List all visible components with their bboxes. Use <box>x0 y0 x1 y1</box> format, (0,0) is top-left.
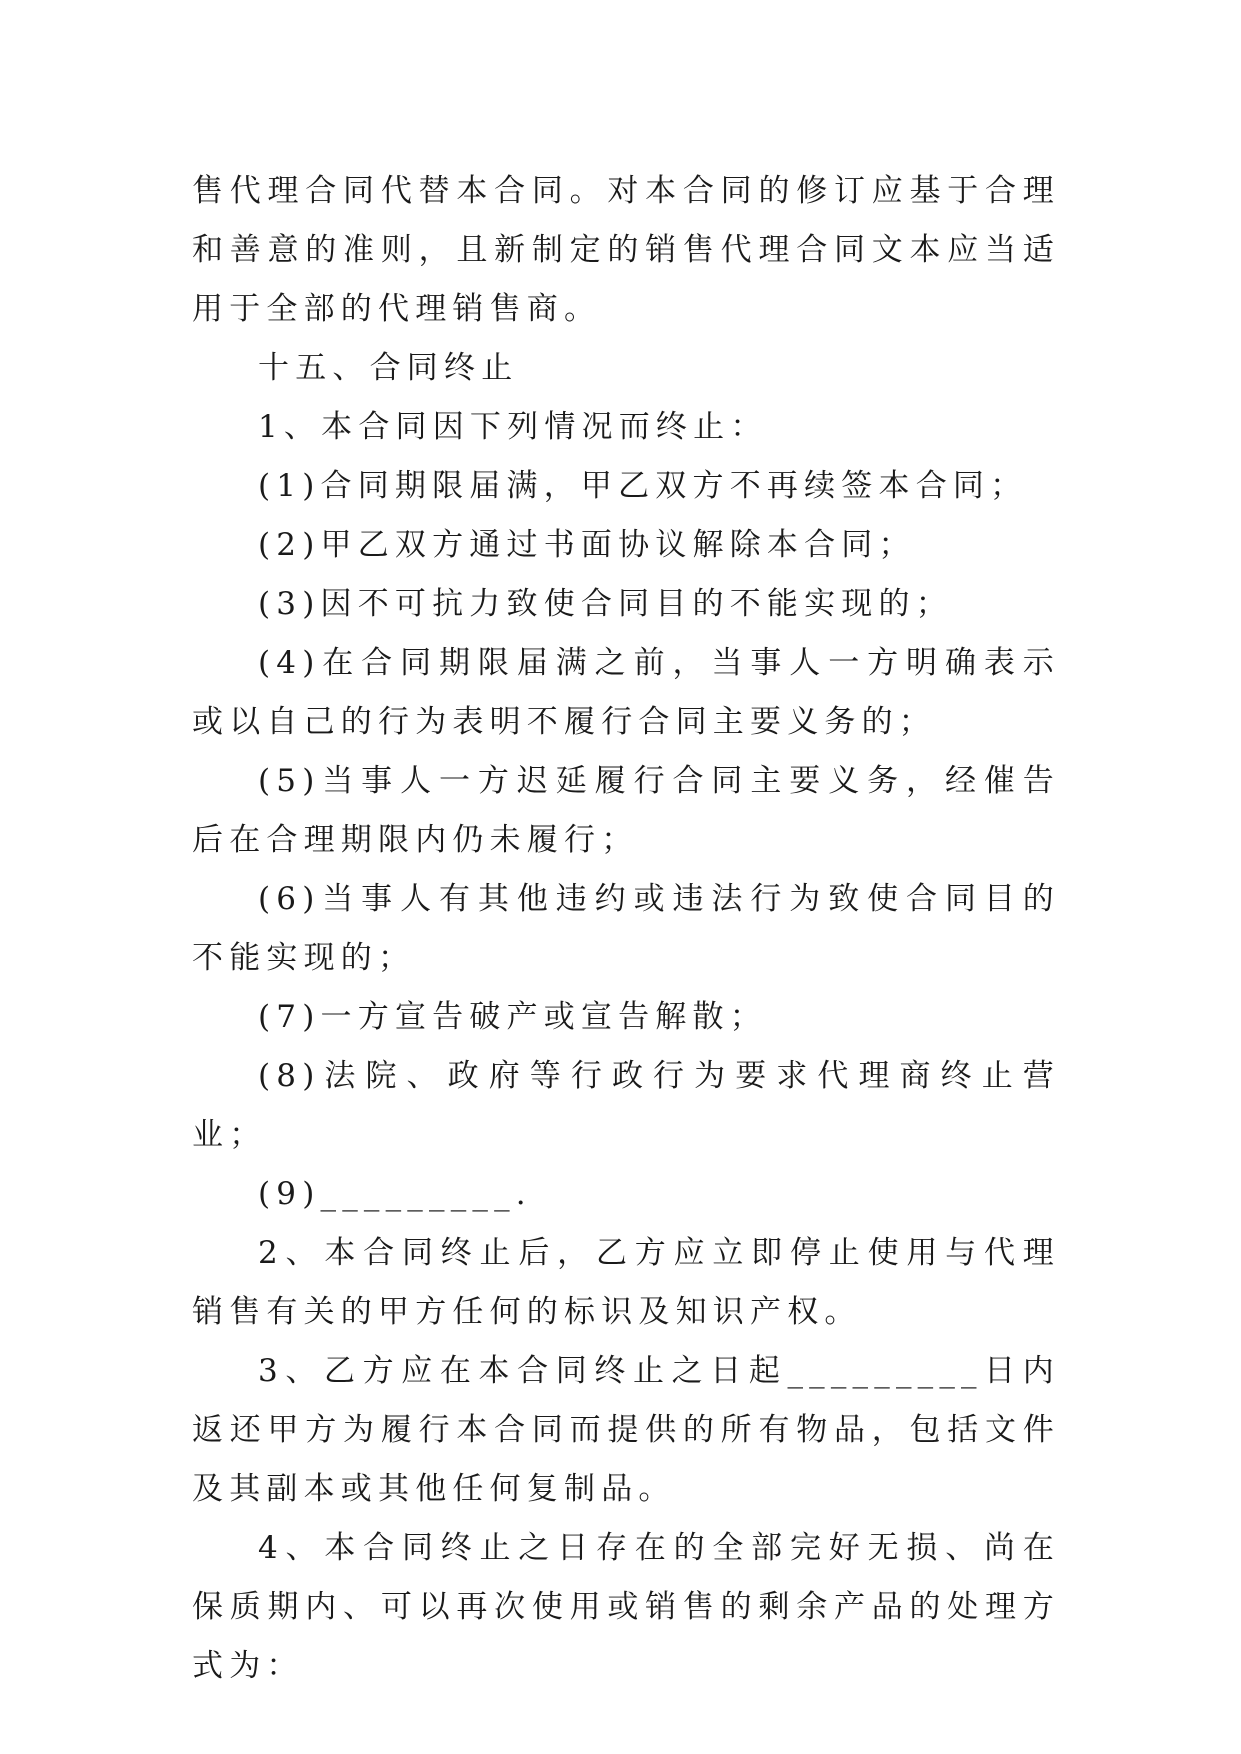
clause-1-item-8: (8)法院、政府等行政行为要求代理商终止营业； <box>192 1058 1060 1153</box>
clause-1-item-5: (5)当事人一方迟延履行合同主要义务，经催告后在合理期限内仍未履行； <box>192 763 1060 858</box>
clause-2: 2、本合同终止后，乙方应立即停止使用与代理销售有关的甲方任何的标识及知识产权。 <box>192 1235 1060 1330</box>
clause-1-item-6: (6)当事人有其他违约或违法行为致使合同目的不能实现的； <box>192 881 1060 976</box>
paragraph-continuation: 售代理合同代替本合同。对本合同的修订应基于合理和善意的准则，且新制定的销售代理合同文本应当适用于全部的代理销售商。 <box>192 173 1060 327</box>
clause-4: 4、本合同终止之日存在的全部完好无损、尚在保质期内、可以再次使用或销售的剩余产品的处理方式为： <box>192 1530 1060 1684</box>
clause-1-item-7: (7)一方宣告破产或宣告解散； <box>258 999 767 1035</box>
section-heading-contract-termination: 十五、合同终止 <box>258 350 519 386</box>
clause-1-item-1: (1)合同期限届满，甲乙双方不再续签本合同； <box>258 468 1028 504</box>
document-body <box>192 162 1060 1696</box>
clause-1: 1、本合同因下列情况而终止： <box>258 409 768 445</box>
clause-1-item-4: (4)在合同期限届满之前，当事人一方明确表示或以自己的行为表明不履行合同主要义务的； <box>192 645 1060 740</box>
clause-1-item-9: (9)_________. <box>258 1176 532 1212</box>
clause-3: 3、乙方应在本合同终止之日起_________日内返还甲方为履行本合同而提供的所有物品，包括文件及其副本或其他任何复制品。 <box>192 1353 1060 1507</box>
clause-1-item-3: (3)因不可抗力致使合同目的不能实现的； <box>258 586 953 622</box>
clause-1-item-2: (2)甲乙双方通过书面协议解除本合同； <box>258 527 916 563</box>
